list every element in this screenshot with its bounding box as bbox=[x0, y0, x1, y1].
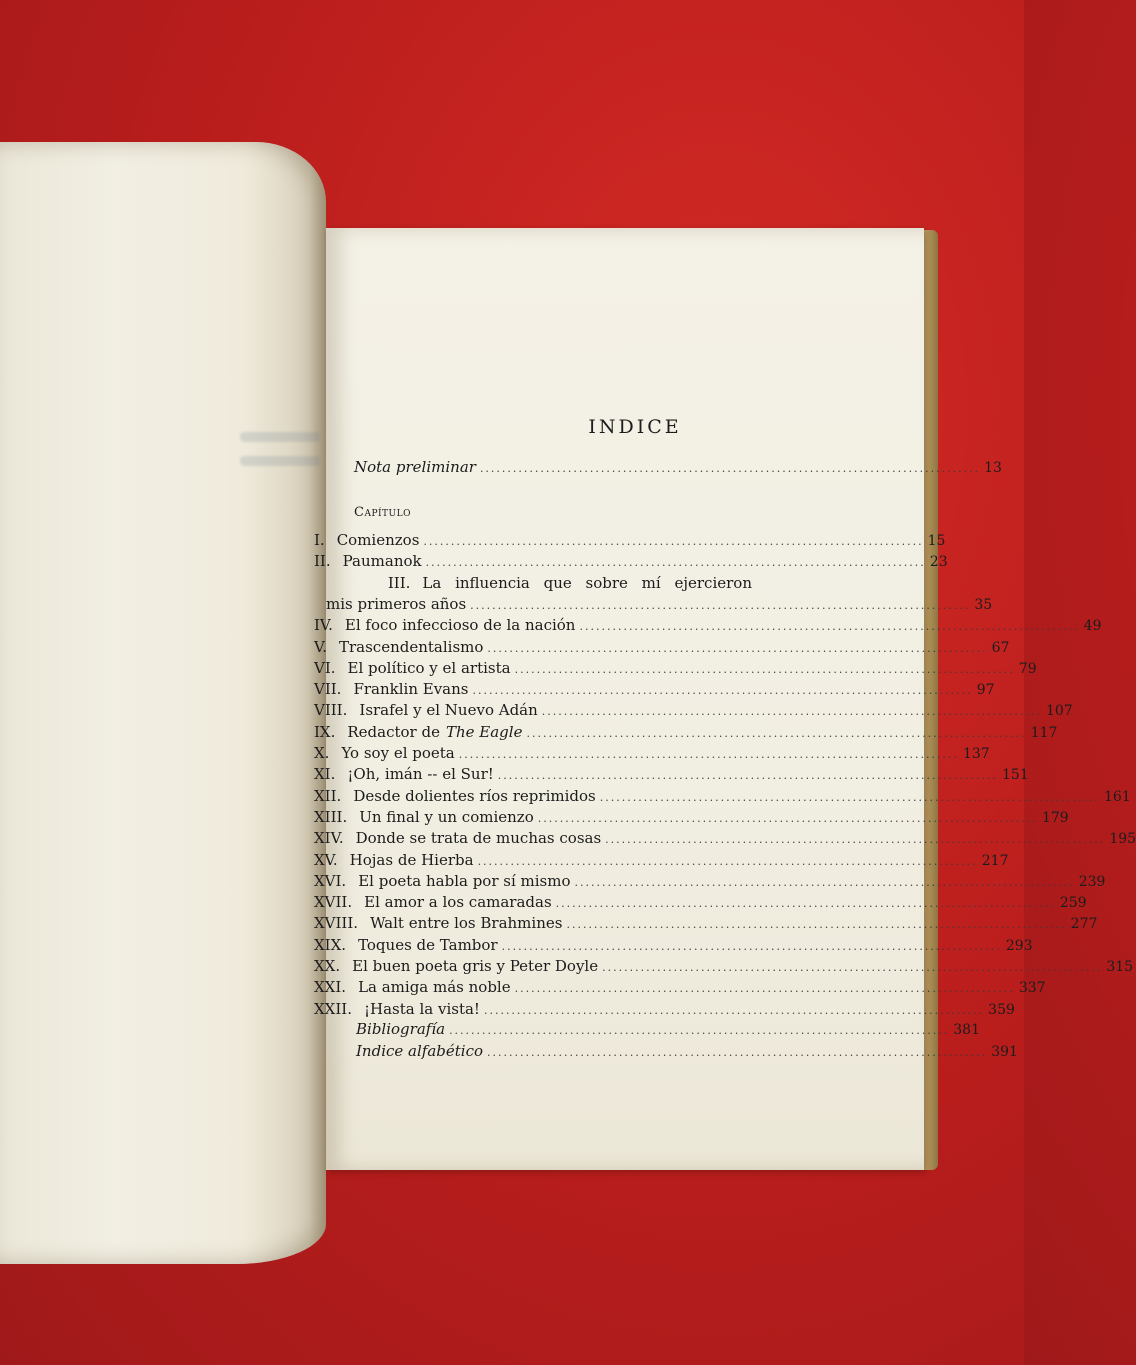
chapter-title: El político y el artista bbox=[347, 658, 511, 677]
chapter-title: Donde se trata de muchas cosas bbox=[355, 829, 602, 848]
dot-leader: ........................................................................................... bbox=[555, 897, 1056, 911]
dot-leader: ........................................................................................... bbox=[574, 875, 1075, 889]
dot-leader: ........................................................................................... bbox=[487, 1046, 988, 1059]
chapter-number: III. bbox=[387, 573, 411, 592]
dot-leader: ........................................................................................... bbox=[537, 811, 1038, 825]
toc-chapter-row bbox=[314, 978, 1046, 997]
toc-row-index bbox=[356, 1042, 1018, 1060]
toc-title: INDICE bbox=[588, 416, 682, 438]
dot-leader: ........................................................................................... bbox=[425, 556, 926, 570]
toc-chapter-row bbox=[314, 552, 948, 571]
dot-leader: ........................................................................................... bbox=[487, 641, 988, 655]
toc-row-bibliography bbox=[356, 1020, 980, 1038]
chapter-title: El amor a los camaradas bbox=[364, 893, 552, 912]
chapter-page-number: 179 bbox=[1041, 809, 1069, 826]
dot-leader: ........................................................................................... bbox=[449, 1024, 950, 1037]
chapter-number: VI. bbox=[314, 658, 336, 677]
toc-chapter-row bbox=[314, 722, 1058, 741]
chapter-title: Redactor de bbox=[347, 722, 440, 741]
chapter-page-number: 315 bbox=[1106, 959, 1134, 975]
dot-leader: ........................................................................................... bbox=[497, 769, 998, 783]
toc-chapter-row-continued bbox=[314, 594, 993, 613]
chapter-heading: Capítulo bbox=[354, 505, 411, 520]
toc-chapter-row bbox=[314, 829, 1136, 848]
toc-chapter-row bbox=[314, 914, 1098, 933]
show-through-text bbox=[240, 432, 320, 492]
chapter-title: ¡Hasta la vista! bbox=[363, 999, 480, 1018]
chapter-number: II. bbox=[314, 552, 331, 571]
chapter-number: XI. bbox=[314, 765, 336, 784]
chapter-page-number: 23 bbox=[929, 554, 948, 571]
toc-chapter-row bbox=[314, 871, 1106, 890]
chapter-title-continued: mis primeros años bbox=[326, 594, 467, 613]
toc-preliminary-label: Nota preliminar bbox=[354, 458, 476, 476]
chapter-title: Toques de Tambor bbox=[358, 935, 498, 954]
chapter-number: XVI. bbox=[314, 871, 347, 890]
chapter-title: Comienzos bbox=[336, 531, 420, 549]
dot-leader: ........................................................................................... bbox=[458, 748, 959, 761]
dot-leader: ........................................................................................... bbox=[566, 918, 1067, 932]
chapter-number: XX. bbox=[314, 957, 341, 975]
chapter-number: XXI. bbox=[314, 978, 347, 997]
chapter-number: X. bbox=[314, 744, 330, 762]
chapter-page-number: 79 bbox=[1018, 660, 1037, 677]
chapter-number: XIX. bbox=[314, 935, 347, 954]
toc-chapter-row bbox=[314, 935, 1033, 954]
chapter-page-number: 137 bbox=[962, 746, 990, 762]
toc-page-number: 13 bbox=[984, 460, 1002, 476]
dot-leader: ........................................................................................... bbox=[599, 790, 1100, 804]
chapter-number: XVIII. bbox=[314, 914, 359, 933]
toc-index-label: Indice alfabético bbox=[356, 1042, 484, 1060]
chapter-page-number: 359 bbox=[988, 1001, 1015, 1018]
chapter-title: Walt entre los Brahmines bbox=[370, 914, 563, 933]
toc-chapter-row bbox=[314, 744, 990, 762]
chapter-title: Paumanok bbox=[342, 552, 422, 571]
chapter-number: XVII. bbox=[314, 893, 353, 912]
dot-leader: ........................................................................................... bbox=[605, 833, 1106, 847]
chapter-number: XII. bbox=[314, 786, 342, 805]
chapter-title-italic: The Eagle bbox=[445, 722, 523, 741]
dot-leader: ........................................................................................... bbox=[579, 620, 1080, 634]
toc-chapter-row bbox=[314, 957, 1134, 975]
chapter-number: XIV. bbox=[314, 829, 344, 848]
toc-chapter-row bbox=[314, 574, 752, 592]
chapter-title: Desde dolientes ríos reprimidos bbox=[353, 786, 596, 805]
chapter-number: V. bbox=[314, 637, 327, 656]
chapter-number: XXII. bbox=[314, 999, 352, 1018]
chapter-page-number: 293 bbox=[1005, 937, 1033, 954]
right-page bbox=[314, 228, 1136, 1170]
chapter-page-number: 195 bbox=[1109, 831, 1136, 848]
dot-leader: ........................................................................................... bbox=[423, 535, 924, 548]
chapter-number: VIII. bbox=[314, 701, 348, 720]
chapter-page-number: 117 bbox=[1030, 724, 1058, 741]
dot-leader: ........................................................................................... bbox=[501, 939, 1002, 953]
toc-chapter-row bbox=[314, 893, 1087, 912]
dot-leader: ........................................................................................... bbox=[479, 462, 981, 475]
toc-page-number: 391 bbox=[991, 1044, 1018, 1060]
chapter-title: Israfel y el Nuevo Adán bbox=[359, 701, 538, 720]
toc-row-preliminary bbox=[354, 458, 1002, 476]
toc-bibliography-label: Bibliografía bbox=[356, 1020, 446, 1038]
chapter-title: ¡Oh, imán -- el Sur! bbox=[347, 765, 494, 784]
dot-leader: ........................................................................................... bbox=[514, 662, 1015, 676]
dot-leader: ........................................................................................... bbox=[477, 854, 978, 868]
chapter-number: IX. bbox=[314, 722, 336, 741]
chapter-title: La influencia que sobre mí ejercieron bbox=[422, 573, 752, 592]
chapter-number: I. bbox=[314, 531, 325, 549]
dot-leader: ........................................................................................... bbox=[602, 961, 1103, 974]
chapter-title: La amiga más noble bbox=[358, 978, 511, 997]
chapter-title: Trascendentalismo bbox=[338, 637, 484, 656]
toc-chapter-row bbox=[314, 850, 1009, 869]
toc-chapter-row bbox=[314, 531, 946, 549]
dot-leader: ........................................................................................... bbox=[526, 726, 1027, 740]
dot-leader: ........................................................................................... bbox=[541, 705, 1042, 719]
chapter-title: El buen poeta gris y Peter Doyle bbox=[352, 957, 599, 975]
chapter-number: XIII. bbox=[314, 807, 348, 826]
dot-leader: ........................................................................................... bbox=[514, 982, 1015, 996]
dot-leader: ........................................................................................... bbox=[483, 1003, 985, 1017]
chapter-number: VII. bbox=[314, 680, 342, 699]
chapter-page-number: 107 bbox=[1045, 703, 1073, 720]
toc-chapter-row bbox=[314, 637, 1010, 656]
chapter-page-number: 151 bbox=[1001, 767, 1029, 784]
toc-chapter-row bbox=[314, 701, 1073, 720]
chapter-page-number: 67 bbox=[991, 639, 1010, 656]
chapter-title: El poeta habla por sí mismo bbox=[358, 871, 571, 890]
dot-leader: ........................................................................................... bbox=[472, 684, 973, 698]
chapter-page-number: 239 bbox=[1078, 873, 1106, 890]
toc-chapter-row bbox=[314, 680, 995, 699]
chapter-page-number: 259 bbox=[1059, 895, 1087, 912]
chapter-page-number: 277 bbox=[1070, 916, 1098, 933]
chapter-page-number: 35 bbox=[974, 596, 993, 613]
chapter-title: Hojas de Hierba bbox=[349, 850, 474, 869]
chapter-page-number: 97 bbox=[976, 682, 995, 699]
chapter-page-number: 337 bbox=[1018, 980, 1046, 997]
toc-chapter-row bbox=[314, 999, 1015, 1018]
chapter-page-number: 15 bbox=[927, 533, 946, 549]
chapter-page-number: 217 bbox=[981, 852, 1009, 869]
toc-chapter-row bbox=[314, 807, 1069, 826]
chapter-page-number: 161 bbox=[1103, 788, 1131, 805]
toc-chapter-row bbox=[314, 786, 1131, 805]
left-page bbox=[0, 142, 326, 1264]
chapter-title: Un final y un comienzo bbox=[359, 807, 534, 826]
chapter-page-number: 49 bbox=[1083, 618, 1102, 635]
toc-chapter-row bbox=[314, 765, 1029, 784]
toc-page-number: 381 bbox=[953, 1022, 980, 1038]
chapter-title: Franklin Evans bbox=[353, 680, 469, 699]
dot-leader: ........................................................................................... bbox=[470, 598, 971, 612]
chapter-title: Yo soy el poeta bbox=[341, 744, 455, 762]
toc-chapter-row bbox=[314, 616, 1102, 635]
chapter-title: El foco infeccioso de la nación bbox=[344, 616, 576, 635]
chapter-number: XV. bbox=[314, 850, 338, 869]
chapter-number: IV. bbox=[314, 616, 333, 635]
toc-chapter-row bbox=[314, 658, 1037, 677]
